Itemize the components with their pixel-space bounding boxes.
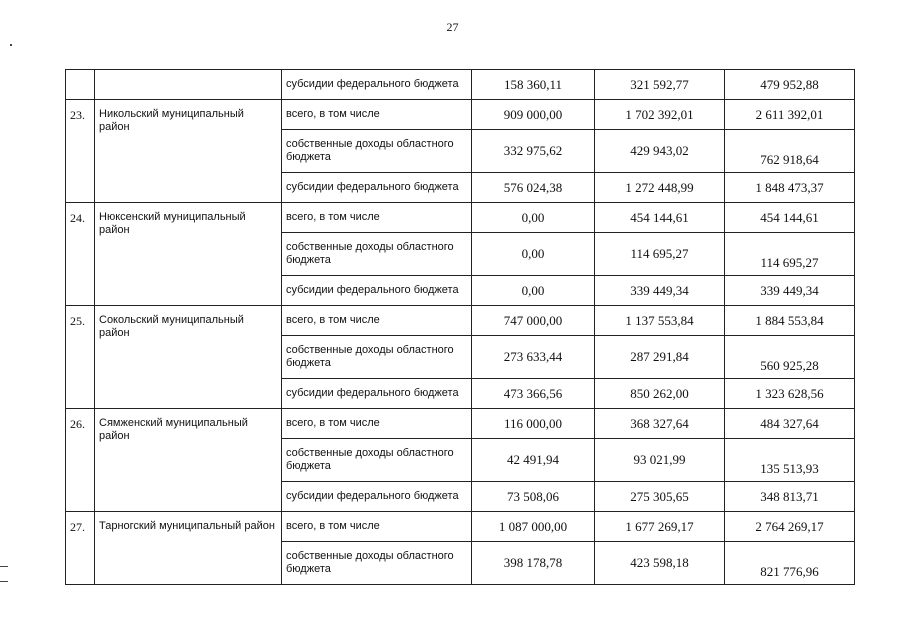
value-cell: 0,00 [472,203,595,233]
table-row [66,306,855,336]
value-cell: 275 305,65 [595,482,725,512]
source-cell: субсидии федерального бюджета [282,482,472,512]
value-cell: 114 695,27 [595,233,725,276]
value-cell: 2 611 392,01 [725,100,855,130]
table-row [66,203,855,233]
source-cell: собственные доходы областного бюджета [282,233,472,276]
budget-table [65,69,855,585]
value-cell: 0,00 [472,276,595,306]
value-cell: 1 272 448,99 [595,173,725,203]
value-cell: 0,00 [472,233,595,276]
source-cell: субсидии федерального бюджета [282,173,472,203]
value-cell: 93 021,99 [595,439,725,482]
district-number: 27. [66,512,95,585]
value-cell: 479 952,88 [725,70,855,100]
table-row [66,512,855,542]
value-cell: 368 327,64 [595,409,725,439]
value-cell: 158 360,11 [472,70,595,100]
value-cell: 473 366,56 [472,379,595,409]
value-cell: 114 695,27 [725,233,855,276]
district-name: Нюксенский муниципальный район [95,203,282,306]
district-name: Сямженский муниципальный район [95,409,282,512]
source-cell: собственные доходы областного бюджета [282,130,472,173]
margin-mark [0,581,8,582]
value-cell: 850 262,00 [595,379,725,409]
district-number: 25. [66,306,95,409]
source-cell: субсидии федерального бюджета [282,276,472,306]
value-cell: 332 975,62 [472,130,595,173]
value-cell: 339 449,34 [595,276,725,306]
source-cell: собственные доходы областного бюджета [282,439,472,482]
value-cell: 454 144,61 [595,203,725,233]
value-cell: 747 000,00 [472,306,595,336]
source-cell: всего, в том числе [282,512,472,542]
value-cell: 42 491,94 [472,439,595,482]
district-number: 23. [66,100,95,203]
value-cell: 339 449,34 [725,276,855,306]
value-cell: 821 776,96 [725,542,855,585]
value-cell: 2 764 269,17 [725,512,855,542]
number-cell [66,70,95,100]
value-cell: 484 327,64 [725,409,855,439]
value-cell: 321 592,77 [595,70,725,100]
district-name: Тарногский муниципальный район [95,512,282,585]
source-cell: всего, в том числе [282,409,472,439]
source-cell: всего, в том числе [282,203,472,233]
value-cell: 1 323 628,56 [725,379,855,409]
table-row [66,409,855,439]
source-cell: собственные доходы областного бюджета [282,542,472,585]
value-cell: 576 024,38 [472,173,595,203]
value-cell: 1 087 000,00 [472,512,595,542]
value-cell: 909 000,00 [472,100,595,130]
value-cell: 1 848 473,37 [725,173,855,203]
value-cell: 1 137 553,84 [595,306,725,336]
value-cell: 348 813,71 [725,482,855,512]
district-name-cell [95,70,282,100]
district-number: 26. [66,409,95,512]
source-cell: собственные доходы областного бюджета [282,336,472,379]
value-cell: 1 702 392,01 [595,100,725,130]
value-cell: 135 513,93 [725,439,855,482]
value-cell: 454 144,61 [725,203,855,233]
value-cell: 73 508,06 [472,482,595,512]
value-cell: 560 925,28 [725,336,855,379]
table-row [66,100,855,130]
district-name: Сокольский муниципальный район [95,306,282,409]
value-cell: 1 884 553,84 [725,306,855,336]
district-number: 24. [66,203,95,306]
value-cell: 762 918,64 [725,130,855,173]
value-cell: 429 943,02 [595,130,725,173]
value-cell: 273 633,44 [472,336,595,379]
source-cell: субсидии федерального бюджета [282,379,472,409]
scan-speck [10,44,12,46]
district-name: Никольский муниципальный район [95,100,282,203]
margin-mark [0,566,8,567]
value-cell: 398 178,78 [472,542,595,585]
value-cell: 423 598,18 [595,542,725,585]
source-cell: субсидии федерального бюджета [282,70,472,100]
page-number: 27 [446,20,459,34]
value-cell: 1 677 269,17 [595,512,725,542]
value-cell: 287 291,84 [595,336,725,379]
source-cell: всего, в том числе [282,100,472,130]
source-cell: всего, в том числе [282,306,472,336]
value-cell: 116 000,00 [472,409,595,439]
table-row [66,70,855,100]
